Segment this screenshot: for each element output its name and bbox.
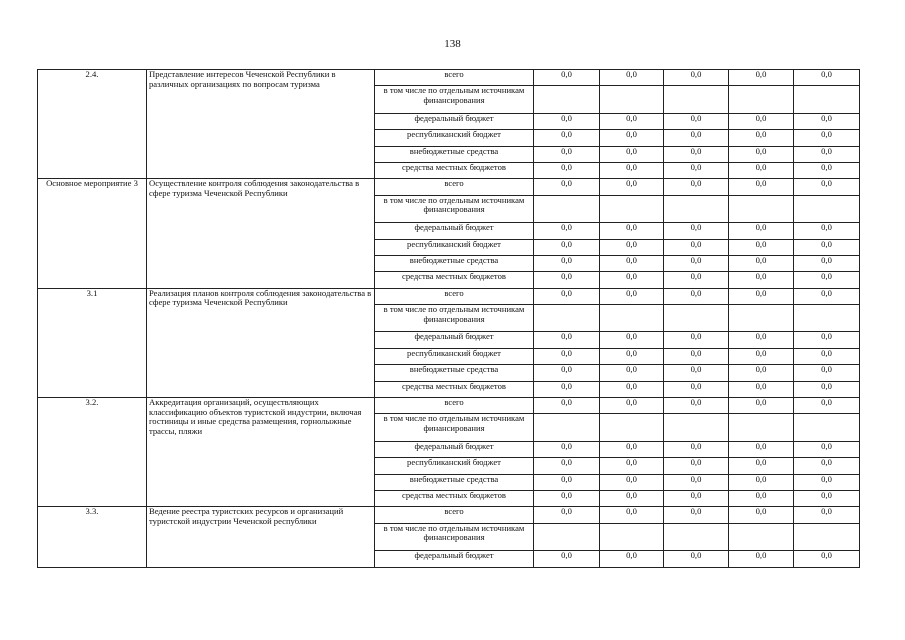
amount-cell: 0,0 xyxy=(664,288,729,304)
amount-cell: 0,0 xyxy=(534,365,600,381)
amount-cell xyxy=(534,523,600,550)
amount-cell: 0,0 xyxy=(534,490,600,506)
amount-cell: 0,0 xyxy=(664,146,729,162)
amount-cell: 0,0 xyxy=(600,239,664,255)
amount-cell xyxy=(534,195,600,222)
amount-cell: 0,0 xyxy=(664,458,729,474)
funding-source: средства местных бюджетов xyxy=(375,381,534,397)
item-name: Аккредитация организаций, осуществляющих классификацию объектов туристской индустрии, включая гостиницы и иные средства размещения, горнолыжные трассы, пляжи xyxy=(147,398,375,507)
amount-cell: 0,0 xyxy=(534,272,600,288)
amount-cell xyxy=(794,305,860,332)
item-name: Осуществление контроля соблюдения законодательства в сфере туризма Чеченской Республики xyxy=(147,179,375,288)
funding-source: средства местных бюджетов xyxy=(375,272,534,288)
amount-cell xyxy=(664,305,729,332)
amount-cell xyxy=(664,414,729,441)
funding-source: внебюджетные средства xyxy=(375,146,534,162)
amount-cell: 0,0 xyxy=(534,458,600,474)
amount-cell: 0,0 xyxy=(794,490,860,506)
funding-source: всего xyxy=(375,288,534,304)
amount-cell: 0,0 xyxy=(794,70,860,86)
funding-source: федеральный бюджет xyxy=(375,113,534,129)
amount-cell: 0,0 xyxy=(729,348,794,364)
amount-cell xyxy=(600,414,664,441)
amount-cell: 0,0 xyxy=(729,239,794,255)
amount-cell: 0,0 xyxy=(794,146,860,162)
amount-cell: 0,0 xyxy=(794,255,860,271)
amount-cell: 0,0 xyxy=(794,288,860,304)
amount-cell: 0,0 xyxy=(729,365,794,381)
amount-cell xyxy=(794,86,860,113)
amount-cell: 0,0 xyxy=(664,381,729,397)
amount-cell xyxy=(600,305,664,332)
amount-cell: 0,0 xyxy=(664,130,729,146)
item-number: 3.2. xyxy=(38,398,147,507)
amount-cell: 0,0 xyxy=(664,223,729,239)
amount-cell xyxy=(600,195,664,222)
funding-source: федеральный бюджет xyxy=(375,223,534,239)
amount-cell xyxy=(794,523,860,550)
table-row xyxy=(38,288,860,304)
amount-cell: 0,0 xyxy=(534,398,600,414)
funding-source: федеральный бюджет xyxy=(375,332,534,348)
amount-cell xyxy=(534,86,600,113)
amount-cell: 0,0 xyxy=(729,398,794,414)
amount-cell: 0,0 xyxy=(729,507,794,523)
amount-cell xyxy=(794,414,860,441)
table-row xyxy=(38,507,860,523)
amount-cell: 0,0 xyxy=(729,255,794,271)
amount-cell: 0,0 xyxy=(729,70,794,86)
amount-cell: 0,0 xyxy=(794,458,860,474)
table-row xyxy=(38,179,860,195)
amount-cell: 0,0 xyxy=(600,474,664,490)
amount-cell: 0,0 xyxy=(664,179,729,195)
amount-cell: 0,0 xyxy=(729,146,794,162)
amount-cell: 0,0 xyxy=(664,70,729,86)
amount-cell: 0,0 xyxy=(534,441,600,457)
amount-cell: 0,0 xyxy=(664,365,729,381)
funding-source: республиканский бюджет xyxy=(375,239,534,255)
amount-cell: 0,0 xyxy=(729,288,794,304)
amount-cell: 0,0 xyxy=(600,332,664,348)
amount-cell xyxy=(534,305,600,332)
amount-cell: 0,0 xyxy=(600,458,664,474)
amount-cell xyxy=(534,414,600,441)
amount-cell: 0,0 xyxy=(534,474,600,490)
amount-cell: 0,0 xyxy=(534,332,600,348)
amount-cell: 0,0 xyxy=(534,113,600,129)
amount-cell xyxy=(729,305,794,332)
amount-cell: 0,0 xyxy=(664,162,729,178)
funding-source: федеральный бюджет xyxy=(375,551,534,567)
page-number: 138 xyxy=(444,38,461,50)
amount-cell: 0,0 xyxy=(600,441,664,457)
amount-cell: 0,0 xyxy=(664,272,729,288)
amount-cell: 0,0 xyxy=(794,179,860,195)
amount-cell: 0,0 xyxy=(534,162,600,178)
amount-cell: 0,0 xyxy=(729,223,794,239)
amount-cell: 0,0 xyxy=(600,288,664,304)
amount-cell: 0,0 xyxy=(794,348,860,364)
amount-cell: 0,0 xyxy=(600,272,664,288)
amount-cell: 0,0 xyxy=(600,365,664,381)
amount-cell: 0,0 xyxy=(794,113,860,129)
amount-cell: 0,0 xyxy=(664,348,729,364)
item-number: 3.3. xyxy=(38,507,147,567)
funding-source: федеральный бюджет xyxy=(375,441,534,457)
budget-table xyxy=(37,69,860,568)
amount-cell xyxy=(729,86,794,113)
funding-source: всего xyxy=(375,507,534,523)
funding-source: в том числе по отдельным источникам финансирования xyxy=(375,195,534,222)
amount-cell: 0,0 xyxy=(794,507,860,523)
amount-cell: 0,0 xyxy=(794,239,860,255)
amount-cell: 0,0 xyxy=(664,441,729,457)
amount-cell: 0,0 xyxy=(794,130,860,146)
amount-cell: 0,0 xyxy=(664,490,729,506)
amount-cell xyxy=(664,523,729,550)
funding-source: в том числе по отдельным источникам финансирования xyxy=(375,523,534,550)
item-number: 3.1 xyxy=(38,288,147,397)
amount-cell: 0,0 xyxy=(794,381,860,397)
amount-cell: 0,0 xyxy=(600,113,664,129)
amount-cell: 0,0 xyxy=(534,255,600,271)
item-name: Представление интересов Чеченской Республики в различных организациях по вопросам туризма xyxy=(147,70,375,179)
amount-cell: 0,0 xyxy=(600,146,664,162)
amount-cell: 0,0 xyxy=(534,507,600,523)
funding-source: внебюджетные средства xyxy=(375,474,534,490)
table-row xyxy=(38,398,860,414)
amount-cell: 0,0 xyxy=(729,179,794,195)
amount-cell: 0,0 xyxy=(729,113,794,129)
funding-source: всего xyxy=(375,70,534,86)
amount-cell: 0,0 xyxy=(794,162,860,178)
amount-cell: 0,0 xyxy=(729,490,794,506)
amount-cell: 0,0 xyxy=(794,441,860,457)
amount-cell xyxy=(664,195,729,222)
amount-cell: 0,0 xyxy=(600,255,664,271)
funding-source: всего xyxy=(375,398,534,414)
amount-cell: 0,0 xyxy=(729,272,794,288)
amount-cell: 0,0 xyxy=(729,441,794,457)
budget-table-body xyxy=(38,70,860,568)
amount-cell: 0,0 xyxy=(600,130,664,146)
funding-source: республиканский бюджет xyxy=(375,458,534,474)
amount-cell: 0,0 xyxy=(534,179,600,195)
funding-source: внебюджетные средства xyxy=(375,365,534,381)
item-name: Реализация планов контроля соблюдения законодательства в сфере туризма Чеченской Республики xyxy=(147,288,375,397)
amount-cell: 0,0 xyxy=(600,348,664,364)
amount-cell xyxy=(664,86,729,113)
amount-cell: 0,0 xyxy=(534,239,600,255)
amount-cell: 0,0 xyxy=(664,332,729,348)
item-name: Ведение реестра туристских ресурсов и организаций туристской индустрии Чеченской республики xyxy=(147,507,375,567)
funding-source: средства местных бюджетов xyxy=(375,162,534,178)
amount-cell: 0,0 xyxy=(600,70,664,86)
amount-cell: 0,0 xyxy=(794,332,860,348)
amount-cell: 0,0 xyxy=(794,365,860,381)
amount-cell xyxy=(794,195,860,222)
funding-source: в том числе по отдельным источникам финансирования xyxy=(375,86,534,113)
amount-cell: 0,0 xyxy=(664,507,729,523)
amount-cell: 0,0 xyxy=(534,223,600,239)
amount-cell xyxy=(600,523,664,550)
amount-cell xyxy=(729,523,794,550)
amount-cell xyxy=(600,86,664,113)
amount-cell: 0,0 xyxy=(600,551,664,567)
amount-cell: 0,0 xyxy=(729,332,794,348)
amount-cell: 0,0 xyxy=(729,458,794,474)
funding-source: в том числе по отдельным источникам финансирования xyxy=(375,305,534,332)
amount-cell: 0,0 xyxy=(729,381,794,397)
amount-cell: 0,0 xyxy=(664,551,729,567)
amount-cell: 0,0 xyxy=(729,130,794,146)
amount-cell: 0,0 xyxy=(600,162,664,178)
amount-cell xyxy=(729,414,794,441)
amount-cell: 0,0 xyxy=(664,398,729,414)
amount-cell: 0,0 xyxy=(794,398,860,414)
amount-cell: 0,0 xyxy=(729,474,794,490)
table-row xyxy=(38,70,860,86)
amount-cell: 0,0 xyxy=(600,507,664,523)
amount-cell: 0,0 xyxy=(600,398,664,414)
funding-source: внебюджетные средства xyxy=(375,255,534,271)
funding-source: средства местных бюджетов xyxy=(375,490,534,506)
amount-cell: 0,0 xyxy=(534,130,600,146)
amount-cell: 0,0 xyxy=(600,490,664,506)
amount-cell: 0,0 xyxy=(534,551,600,567)
amount-cell: 0,0 xyxy=(794,474,860,490)
amount-cell: 0,0 xyxy=(664,255,729,271)
amount-cell: 0,0 xyxy=(729,162,794,178)
amount-cell: 0,0 xyxy=(794,551,860,567)
amount-cell: 0,0 xyxy=(534,381,600,397)
funding-source: республиканский бюджет xyxy=(375,348,534,364)
amount-cell: 0,0 xyxy=(664,474,729,490)
funding-source: в том числе по отдельным источникам финансирования xyxy=(375,414,534,441)
amount-cell: 0,0 xyxy=(664,239,729,255)
funding-source: всего xyxy=(375,179,534,195)
item-number: Основное мероприятие 3 xyxy=(38,179,147,288)
amount-cell: 0,0 xyxy=(534,146,600,162)
item-number: 2.4. xyxy=(38,70,147,179)
funding-source: республиканский бюджет xyxy=(375,130,534,146)
amount-cell: 0,0 xyxy=(729,551,794,567)
amount-cell: 0,0 xyxy=(600,179,664,195)
amount-cell: 0,0 xyxy=(600,381,664,397)
amount-cell: 0,0 xyxy=(664,113,729,129)
amount-cell: 0,0 xyxy=(534,348,600,364)
amount-cell: 0,0 xyxy=(794,272,860,288)
amount-cell: 0,0 xyxy=(600,223,664,239)
amount-cell: 0,0 xyxy=(534,288,600,304)
amount-cell: 0,0 xyxy=(794,223,860,239)
amount-cell: 0,0 xyxy=(534,70,600,86)
amount-cell xyxy=(729,195,794,222)
